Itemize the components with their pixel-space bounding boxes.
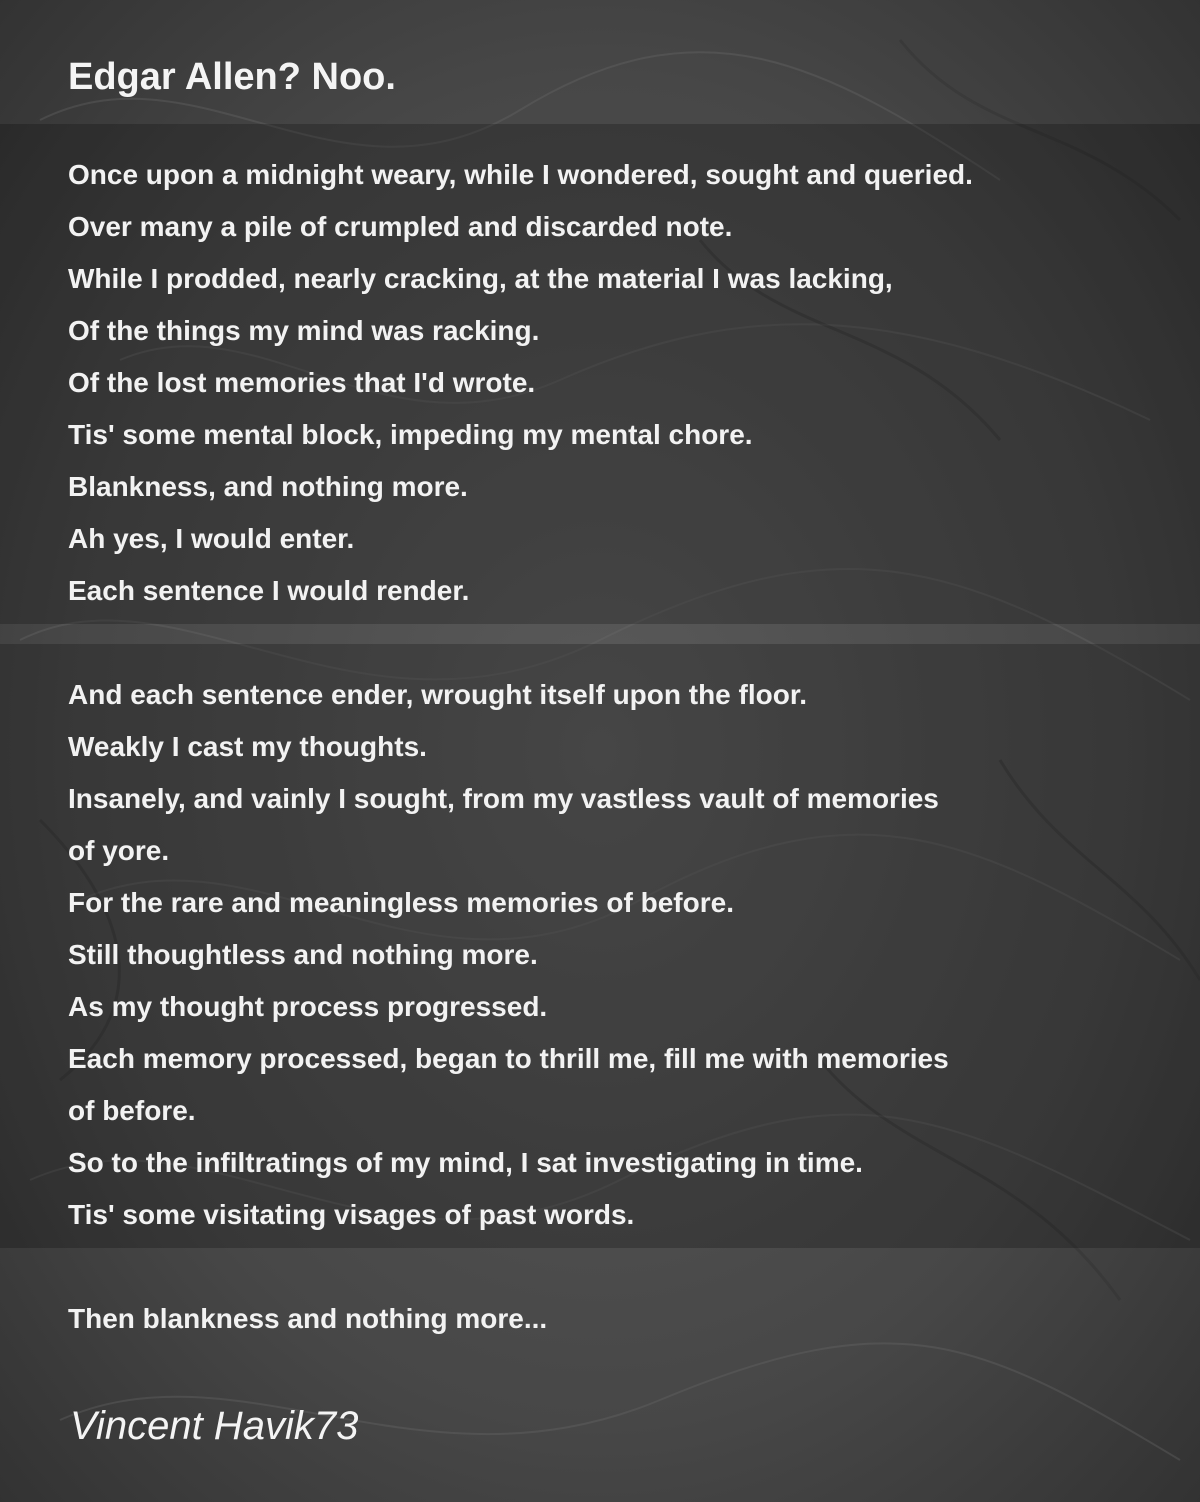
poem-line: Tis' some visitating visages of past words. (68, 1199, 635, 1230)
poem-line: Each memory processed, began to thrill me, fill me with memories (68, 1043, 949, 1074)
poem-line: And each sentence ender, wrought itself upon the floor. (68, 679, 807, 710)
poem-line: Of the things my mind was racking. (68, 315, 540, 346)
poem-author: Vincent Havik73 (70, 1404, 359, 1448)
poem-line: Ah yes, I would enter. (68, 523, 355, 554)
poem-line: of yore. (68, 835, 170, 866)
poem-line: Weakly I cast my thoughts. (68, 731, 427, 762)
poem-line: Still thoughtless and nothing more. (68, 939, 538, 970)
poem-line: Of the lost memories that I'd wrote. (68, 367, 536, 398)
poem-line: As my thought process progressed. (68, 991, 548, 1022)
poem-line: Insanely, and vainly I sought, from my vastless vault of memories (68, 783, 939, 814)
stanza-2 (68, 669, 949, 1241)
poem-line: Blankness, and nothing more. (68, 471, 468, 502)
poem-line: Once upon a midnight weary, while I wondered, sought and queried. (68, 159, 973, 190)
poem-line: Then blankness and nothing more... (68, 1303, 548, 1334)
poem-title: Edgar Allen? Noo. (68, 56, 396, 98)
poem-line: Over many a pile of crumpled and discarded note. (68, 211, 733, 242)
poem-line: Tis' some mental block, impeding my mental chore. (68, 419, 753, 450)
poem-line: While I prodded, nearly cracking, at the material I was lacking, (68, 263, 893, 294)
poem-line: Each sentence I would render. (68, 575, 470, 606)
stanza-1 (68, 149, 973, 617)
poem-line: For the rare and meaningless memories of before. (68, 887, 734, 918)
poem-line: of before. (68, 1095, 196, 1126)
poem-line: So to the infiltratings of my mind, I sat investigating in time. (68, 1147, 863, 1178)
stanza-3 (68, 1293, 547, 1345)
